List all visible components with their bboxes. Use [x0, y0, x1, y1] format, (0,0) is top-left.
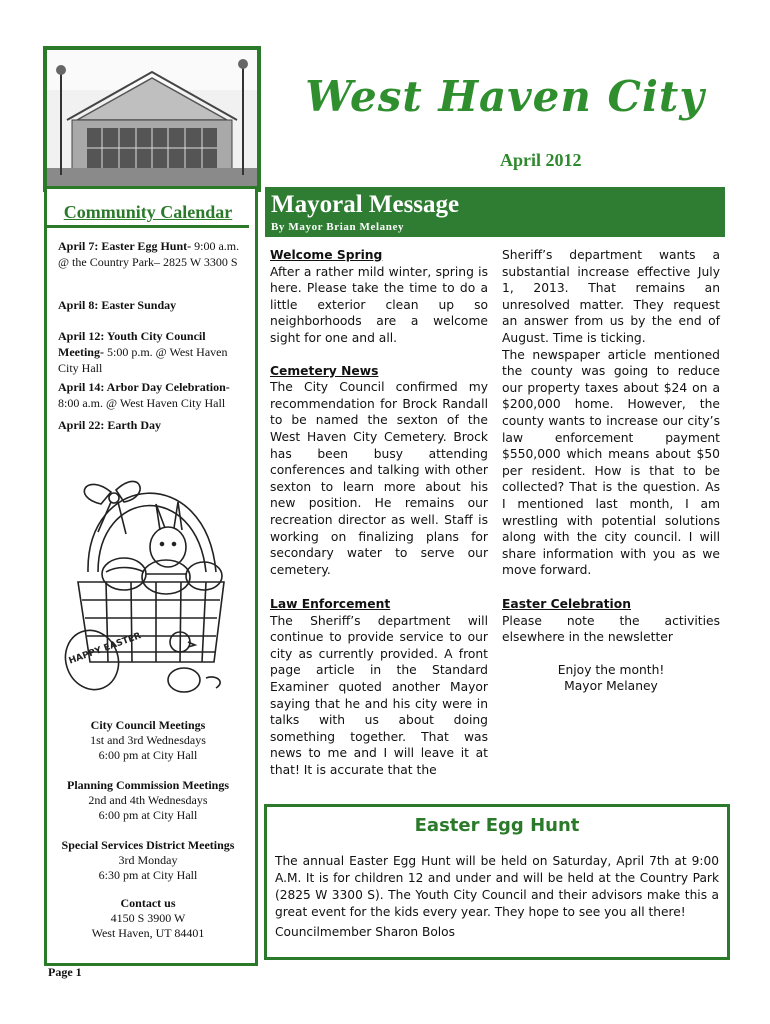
egg-label: HAPPY EASTER: [67, 631, 143, 667]
closing-line: Enjoy the month!: [557, 662, 665, 677]
welcome-text: After a rather mild winter, spring is here. Please take the time to do a little exterior clean up so neighborhoods are a welcome sight for one and all.: [270, 264, 488, 345]
easter-celebration-article: [502, 596, 720, 695]
calendar-event: April 8: Easter Sunday: [58, 298, 177, 312]
easter-signature: Councilmember Sharon Bolos: [275, 925, 455, 939]
city-hall-photo: [43, 46, 261, 192]
cemetery-text: The City Council confirmed my recommendation for Brock Randall to be named the sexton of the West Haven City Cemetery. Brock has been busy attending conferences and talking with other sexton to learn more about his new position. He remains our recreation director as well. Staff is working on finalizing plans for secondary water to serve our cemetery.: [270, 380, 488, 577]
calendar-event: April 22: Earth Day: [58, 418, 161, 432]
contact-block: Contact us 4150 S 3900 W West Haven, UT 84401: [91, 896, 205, 940]
calendar-event: April 7: Easter Egg Hunt- 9:00 a.m. @ the Country Park– 2825 W 3300 S: [58, 239, 240, 269]
law-heading: Law Enforcement: [270, 597, 391, 611]
law-article: [270, 596, 488, 779]
easter-text: The annual Easter Egg Hunt will be held on Saturday, April 7th at 9:00 A.M. It is for children 12 and under and will be held at the Country Park (2825 W 3300 S). The Youth City Council and their advisors make this a great event for the kids every year. They hope to see you all there!: [275, 854, 719, 919]
calendar-title: Community Calendar: [63, 202, 233, 222]
mayoral-byline: By Mayor Brian Melaney: [271, 221, 405, 233]
mayoral-title: Mayoral Message: [271, 191, 460, 218]
welcome-heading: Welcome Spring: [270, 248, 383, 262]
newsletter-title: West Haven City: [305, 72, 705, 121]
article-column-right: [502, 247, 720, 579]
newspaper-text: The newspaper article mentioned the county was going to reduce our property taxes about $24 on a $200,000 home. However, the county wants to increase our city’s law enforcement payment $550,000 which means about $50 per resident. How is that to be collected? That is the question. As I mentioned last month, I am wrestling with potential solutions along with the city council. I will share information with you as we move forward.: [502, 347, 720, 578]
law-text: The Sheriff’s department will continue to provide service to our city as currently provided. A front page article in the Standard Examiner quoted another Mayor saying that he and his city were in talks with us about doing something together. That was news to me and I will leave it at that! It is accurate that the: [270, 613, 488, 777]
easter-egg-hunt-box: [264, 804, 730, 960]
easter-basket-illustration: [56, 442, 246, 704]
calendar-header: [47, 189, 249, 228]
meeting-block: City Council Meetings 1st and 3rd Wednesdays 6:00 pm at City Hall: [90, 718, 206, 762]
sheriff-continued-text: Sheriff’s department wants a substantial increase effective July 1, 2013. That remains an unresolved matter. They request an answer from us by the end of August. Time is ticking.: [502, 248, 720, 345]
cemetery-heading: Cemetery News: [270, 363, 379, 378]
easter-title: Easter Egg Hunt: [414, 815, 580, 836]
meeting-block: Special Services District Meetings 3rd Monday 6:30 pm at City Hall: [61, 838, 235, 882]
mayoral-message-banner: [265, 187, 725, 237]
calendar-event: April 14: Arbor Day Celebration- 8:00 a.m. @ West Haven City Hall: [58, 380, 230, 410]
meeting-block: Planning Commission Meetings 2nd and 4th Wednesdays 6:00 pm at City Hall: [66, 778, 229, 822]
issue-date: April 2012: [500, 150, 582, 170]
easter-celebration-text: Please note the activities elsewhere in the newsletter: [502, 613, 720, 645]
calendar-event: April 12: Youth City Council Meeting- 5:00 p.m. @ West Haven City Hall: [58, 329, 228, 375]
article-column-left: [270, 247, 488, 578]
closing-signature: Mayor Melaney: [564, 679, 658, 694]
page-number: Page 1: [48, 965, 82, 979]
easter-celebration-heading: Easter Celebration: [502, 597, 631, 611]
